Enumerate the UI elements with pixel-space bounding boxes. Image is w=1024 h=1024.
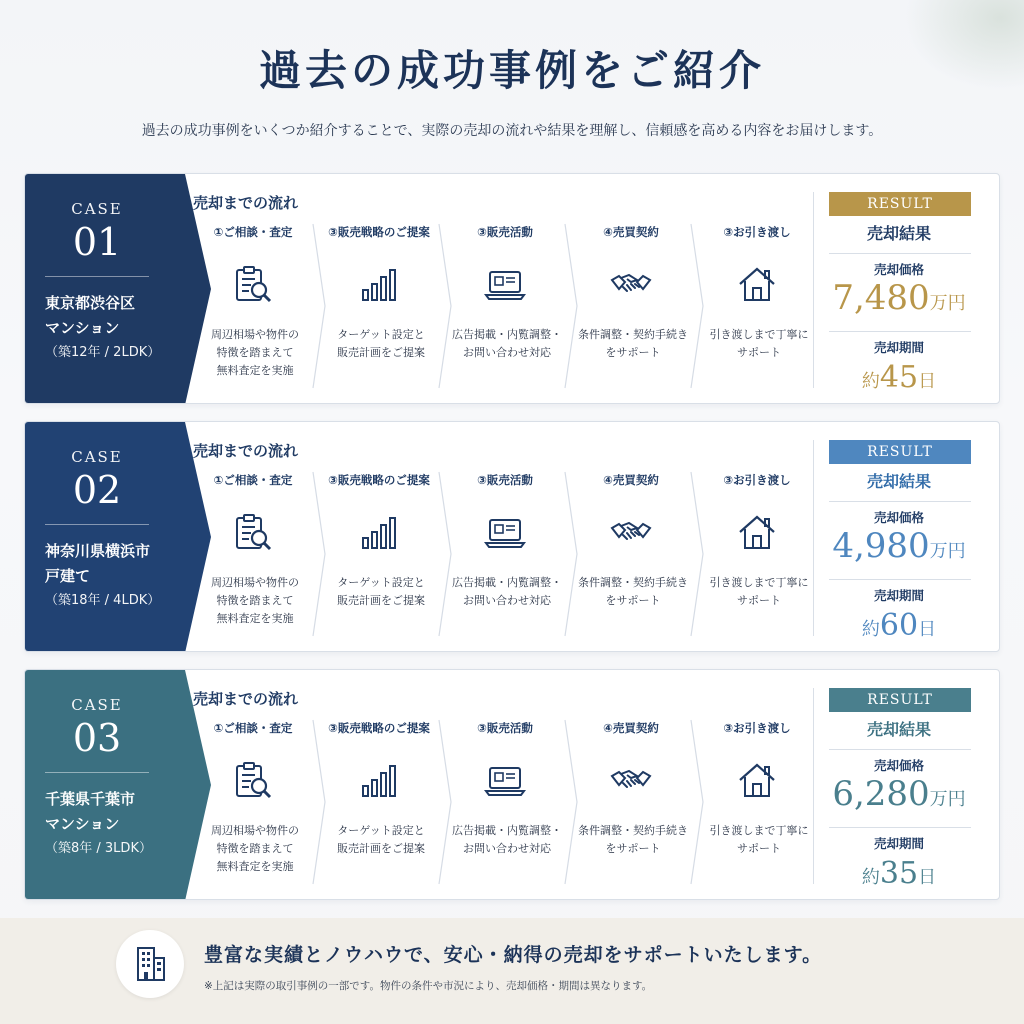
result-panel bbox=[817, 688, 981, 891]
house-icon bbox=[735, 262, 779, 306]
flow-step-description-line: 引き渡しまで丁寧に bbox=[709, 824, 809, 837]
flow-step-description-line: 無料査定を実施 bbox=[216, 860, 294, 873]
building-icon bbox=[116, 930, 184, 998]
flow-step-description-line: 特徴を踏まえて bbox=[216, 346, 294, 359]
flow-step-description-line: 特徴を踏まえて bbox=[216, 842, 294, 855]
flow-step bbox=[197, 470, 319, 638]
flow-step-description-line: 引き渡しまで丁寧に bbox=[709, 328, 809, 341]
bar-chart-icon bbox=[357, 262, 401, 306]
flow-step-description-line: ターゲット設定と bbox=[337, 576, 425, 589]
bar-chart-icon bbox=[357, 510, 401, 554]
flow-step-description bbox=[575, 326, 691, 362]
flow-step bbox=[449, 470, 571, 638]
case-header-panel bbox=[25, 670, 185, 899]
flow-step-label: ③販売戦略のご提案 bbox=[328, 473, 430, 487]
flow-step-description-line: 周辺相場や物件の bbox=[211, 328, 299, 341]
flow-step bbox=[449, 222, 571, 390]
flow-step-description-line: 条件調整・契約手続き bbox=[578, 824, 688, 837]
flow-step-description-line: 特徴を踏まえて bbox=[216, 594, 294, 607]
case-location: 神奈川県横浜市 bbox=[45, 542, 151, 560]
flow-step-label: ①ご相談・査定 bbox=[213, 473, 293, 487]
case-property-spec: （築8年 / 3LDK） bbox=[45, 841, 152, 856]
period-label: 売却期間 bbox=[873, 588, 924, 603]
flow-step-description bbox=[701, 326, 817, 362]
house-icon bbox=[735, 758, 779, 802]
sale-period-suffix: 日 bbox=[918, 371, 937, 392]
sale-price-value: 6,280 bbox=[832, 774, 930, 814]
flow-step-description-line: ターゲット設定と bbox=[337, 824, 425, 837]
flow-step-description bbox=[449, 822, 565, 858]
case-number: 02 bbox=[72, 468, 122, 512]
flow-step-description-line: 販売計画をご提案 bbox=[337, 594, 425, 607]
footer-icon-badge bbox=[116, 930, 184, 998]
flow-step-description bbox=[575, 822, 691, 858]
flow-step-label: ③販売活動 bbox=[477, 225, 533, 239]
sale-period-prefix: 約 bbox=[861, 371, 880, 392]
price-label: 売却価格 bbox=[873, 758, 924, 773]
flow-step-description-line: 販売計画をご提案 bbox=[337, 842, 425, 855]
flow-step-label: ③お引き渡し bbox=[723, 473, 791, 487]
flow-title: 売却までの流れ bbox=[193, 194, 299, 212]
flow-step-description-line: 広告掲載・内覧調整・ bbox=[452, 824, 562, 837]
flow-step-description bbox=[449, 574, 565, 610]
case-number: 03 bbox=[72, 716, 122, 760]
sale-price-unit: 万円 bbox=[929, 293, 966, 314]
flow-step-description-line: 条件調整・契約手続き bbox=[578, 576, 688, 589]
flow-step-label: ④売買契約 bbox=[603, 225, 659, 239]
result-divider bbox=[813, 440, 814, 636]
sale-period-value: 35 bbox=[879, 856, 919, 891]
case-header-panel bbox=[25, 174, 185, 403]
result-divider bbox=[813, 192, 814, 388]
result-badge: RESULT bbox=[829, 192, 971, 216]
result-separator bbox=[829, 501, 971, 502]
flow-step-description-line: をサポート bbox=[605, 594, 661, 607]
case-divider bbox=[45, 772, 149, 773]
sale-price bbox=[817, 774, 981, 820]
result-badge: RESULT bbox=[829, 688, 971, 712]
result-separator bbox=[829, 331, 971, 332]
result-title: 売却結果 bbox=[866, 224, 931, 243]
handshake-icon bbox=[609, 758, 653, 802]
flow-step-description-line: 条件調整・契約手続き bbox=[578, 328, 688, 341]
flow-step-description-line: お問い合わせ対応 bbox=[463, 594, 551, 607]
result-panel bbox=[817, 192, 981, 395]
case-divider bbox=[45, 276, 149, 277]
sale-period-prefix: 約 bbox=[861, 619, 880, 640]
period-label: 売却期間 bbox=[873, 340, 924, 355]
laptop-icon bbox=[483, 262, 527, 306]
laptop-icon bbox=[483, 758, 527, 802]
flow-step-description bbox=[197, 574, 313, 628]
handshake-icon bbox=[609, 510, 653, 554]
flow-step-description-line: 広告掲載・内覧調整・ bbox=[452, 576, 562, 589]
flow-step bbox=[701, 470, 823, 638]
sale-period-value: 45 bbox=[879, 360, 919, 395]
flow-steps bbox=[197, 470, 825, 640]
document-search-icon bbox=[231, 510, 275, 554]
bar-chart-icon bbox=[357, 758, 401, 802]
result-badge: RESULT bbox=[829, 440, 971, 464]
flow-step bbox=[575, 470, 697, 638]
flow-step-description-line: 広告掲載・内覧調整・ bbox=[452, 328, 562, 341]
flow-step-label: ①ご相談・査定 bbox=[213, 225, 293, 239]
result-separator bbox=[829, 827, 971, 828]
flow-step bbox=[323, 222, 445, 390]
case-property-type: 戸建て bbox=[45, 567, 91, 585]
price-label: 売却価格 bbox=[873, 510, 924, 525]
case-label: CASE bbox=[71, 200, 123, 218]
sale-period bbox=[817, 856, 981, 896]
flow-step-description-line: 無料査定を実施 bbox=[216, 612, 294, 625]
flow-step-description-line: お問い合わせ対応 bbox=[463, 842, 551, 855]
flow-step bbox=[449, 718, 571, 886]
case-property-spec: （築12年 / 2LDK） bbox=[45, 345, 161, 360]
flow-step bbox=[197, 718, 319, 886]
flow-step-label: ③お引き渡し bbox=[723, 721, 791, 735]
case-card-01 bbox=[24, 173, 1000, 404]
flow-step-label: ③販売戦略のご提案 bbox=[328, 721, 430, 735]
page-title: 過去の成功事例をご紹介 bbox=[258, 46, 765, 95]
case-property-spec: （築18年 / 4LDK） bbox=[45, 593, 161, 608]
sale-period bbox=[817, 360, 981, 400]
flow-step-description-line: サポート bbox=[737, 842, 781, 855]
sale-period-suffix: 日 bbox=[918, 867, 937, 888]
flow-step bbox=[323, 470, 445, 638]
case-card-03 bbox=[24, 669, 1000, 900]
flow-step bbox=[323, 718, 445, 886]
sale-period-prefix: 約 bbox=[861, 867, 880, 888]
period-label: 売却期間 bbox=[873, 836, 924, 851]
case-property-type: マンション bbox=[45, 815, 120, 833]
flow-step bbox=[701, 222, 823, 390]
handshake-icon bbox=[609, 262, 653, 306]
case-label: CASE bbox=[71, 696, 123, 714]
flow-step-description-line: をサポート bbox=[605, 346, 661, 359]
flow-step-label: ④売買契約 bbox=[603, 473, 659, 487]
flow-step-label: ①ご相談・査定 bbox=[213, 721, 293, 735]
flow-step-description-line: ターゲット設定と bbox=[337, 328, 425, 341]
result-separator bbox=[829, 253, 971, 254]
flow-step bbox=[575, 222, 697, 390]
sale-price bbox=[817, 278, 981, 324]
flow-step bbox=[575, 718, 697, 886]
result-title: 売却結果 bbox=[866, 720, 931, 739]
case-location: 千葉県千葉市 bbox=[45, 790, 136, 808]
document-search-icon bbox=[231, 262, 275, 306]
footer-note: ※上記は実際の取引事例の一部です。物件の条件や市況により、売却価格・期間は異なります。 bbox=[204, 980, 653, 992]
flow-step bbox=[197, 222, 319, 390]
case-number: 01 bbox=[72, 220, 122, 264]
house-icon bbox=[735, 510, 779, 554]
sale-period bbox=[817, 608, 981, 648]
flow-step-description bbox=[701, 574, 817, 610]
price-label: 売却価格 bbox=[873, 262, 924, 277]
flow-step-label: ④売買契約 bbox=[603, 721, 659, 735]
flow-step-description-line: 引き渡しまで丁寧に bbox=[709, 576, 809, 589]
flow-steps bbox=[197, 718, 825, 888]
flow-step bbox=[701, 718, 823, 886]
case-location: 東京都渋谷区 bbox=[45, 294, 136, 312]
case-card-02 bbox=[24, 421, 1000, 652]
flow-title: 売却までの流れ bbox=[193, 442, 299, 460]
case-label: CASE bbox=[71, 448, 123, 466]
result-panel bbox=[817, 440, 981, 643]
flow-step-description bbox=[323, 822, 439, 858]
flow-step-description-line: サポート bbox=[737, 346, 781, 359]
flow-step-description bbox=[449, 326, 565, 362]
flow-step-label: ③販売戦略のご提案 bbox=[328, 225, 430, 239]
flow-step-label: ③お引き渡し bbox=[723, 225, 791, 239]
flow-step-description bbox=[575, 574, 691, 610]
flow-step-label: ③販売活動 bbox=[477, 473, 533, 487]
sale-price-value: 7,480 bbox=[832, 278, 930, 318]
flow-step-label: ③販売活動 bbox=[477, 721, 533, 735]
flow-step-description-line: をサポート bbox=[605, 842, 661, 855]
sale-period-value: 60 bbox=[879, 608, 919, 643]
result-divider bbox=[813, 688, 814, 884]
flow-steps bbox=[197, 222, 825, 392]
flow-step-description bbox=[323, 326, 439, 362]
footer-message: 豊富な実績とノウハウで、安心・納得の売却をサポートいたします。 bbox=[204, 944, 823, 966]
case-header-panel bbox=[25, 422, 185, 651]
flow-step-description-line: サポート bbox=[737, 594, 781, 607]
flow-step-description-line: 販売計画をご提案 bbox=[337, 346, 425, 359]
flow-step-description bbox=[323, 574, 439, 610]
sale-price-unit: 万円 bbox=[929, 541, 966, 562]
sale-price bbox=[817, 526, 981, 572]
flow-step-description bbox=[197, 326, 313, 380]
case-divider bbox=[45, 524, 149, 525]
flow-step-description-line: お問い合わせ対応 bbox=[463, 346, 551, 359]
laptop-icon bbox=[483, 510, 527, 554]
footer bbox=[0, 918, 1024, 1024]
sale-price-value: 4,980 bbox=[832, 526, 930, 566]
flow-step-description-line: 無料査定を実施 bbox=[216, 364, 294, 377]
flow-title: 売却までの流れ bbox=[193, 690, 299, 708]
sale-period-suffix: 日 bbox=[918, 619, 937, 640]
result-title: 売却結果 bbox=[866, 472, 931, 491]
document-search-icon bbox=[231, 758, 275, 802]
page-subtitle: 過去の成功事例をいくつか紹介することで、実際の売却の流れや結果を理解し、信頼感を高める内容をお届けします。 bbox=[141, 123, 883, 139]
flow-step-description bbox=[197, 822, 313, 876]
flow-step-description-line: 周辺相場や物件の bbox=[211, 576, 299, 589]
case-property-type: マンション bbox=[45, 319, 120, 337]
sale-price-unit: 万円 bbox=[929, 789, 966, 810]
flow-step-description bbox=[701, 822, 817, 858]
result-separator bbox=[829, 749, 971, 750]
result-separator bbox=[829, 579, 971, 580]
flow-step-description-line: 周辺相場や物件の bbox=[211, 824, 299, 837]
